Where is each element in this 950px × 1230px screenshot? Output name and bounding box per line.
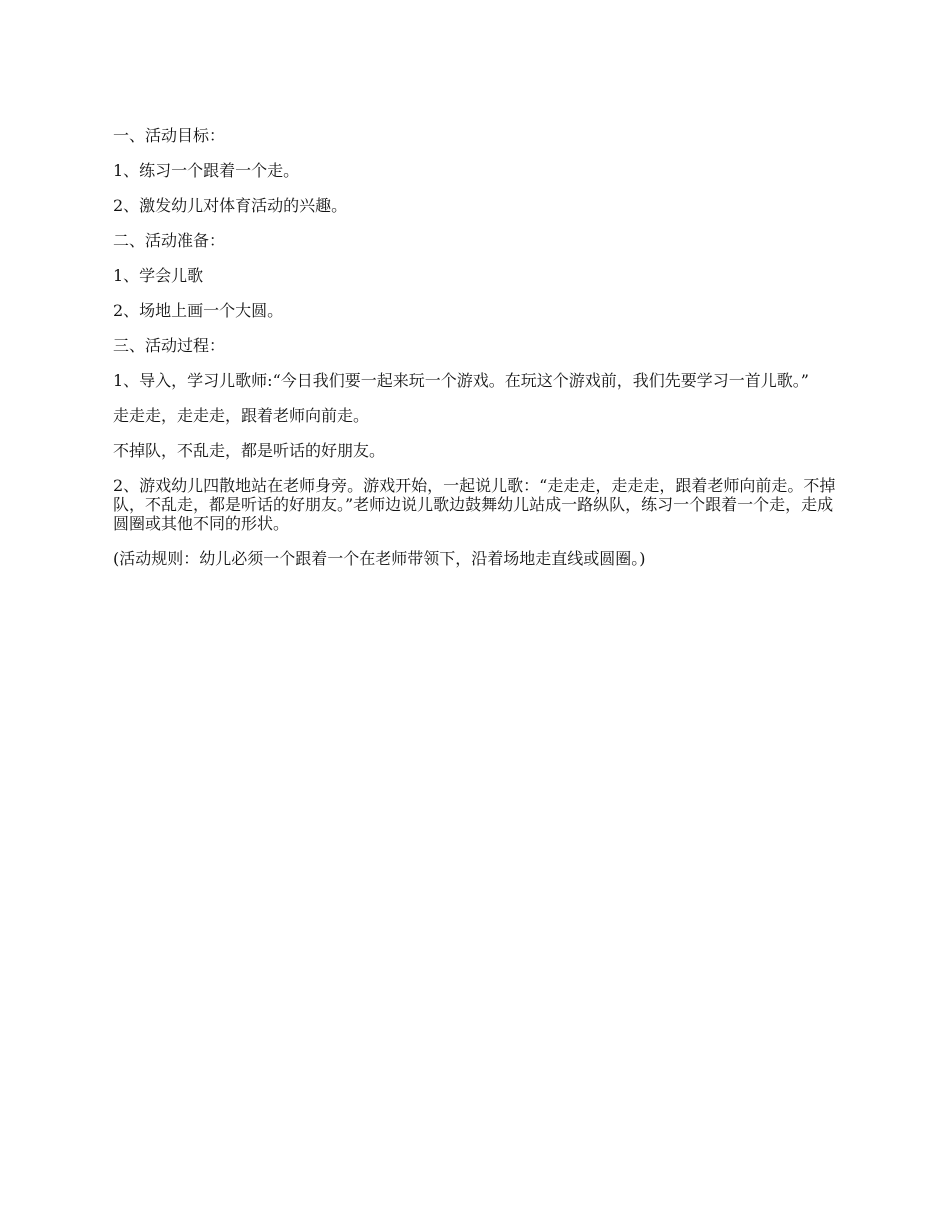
section-heading-preparation: 二、活动准备： [113, 231, 226, 250]
preparation-item-1: 1、学会儿歌 [113, 266, 204, 285]
song-line-2: 不掉队，不乱走，都是听话的好朋友。 [113, 441, 386, 460]
document-body [113, 126, 841, 584]
section-heading-goals: 一、活动目标： [113, 126, 226, 145]
activity-rules: (活动规则：幼儿必须一个跟着一个在老师带领下，沿着场地走直线或圆圈。) [113, 549, 646, 568]
process-step-1: 1、导入，学习儿歌师:“今日我们要一起来玩一个游戏。在玩这个游戏前，我们先要学习一首儿歌。” [113, 371, 809, 390]
process-step-2: 2、游戏幼儿四散地站在老师身旁。游戏开始，一起说儿歌：“走走走，走走走，跟着老师向前走。不掉队，不乱走，都是听话的好朋友。”老师边说儿歌边鼓舞幼儿站成一路纵队，练习一个跟着一个走，走成圆圈或其他不同的形状。 [113, 476, 836, 533]
song-line-1: 走走走，走走走，跟着老师向前走。 [113, 406, 370, 425]
goal-item-2: 2、激发幼儿对体育活动的兴趣。 [113, 196, 348, 215]
preparation-item-2: 2、场地上画一个大圆。 [113, 301, 284, 320]
section-heading-process: 三、活动过程： [113, 336, 226, 355]
goal-item-1: 1、练习一个跟着一个走。 [113, 161, 300, 180]
